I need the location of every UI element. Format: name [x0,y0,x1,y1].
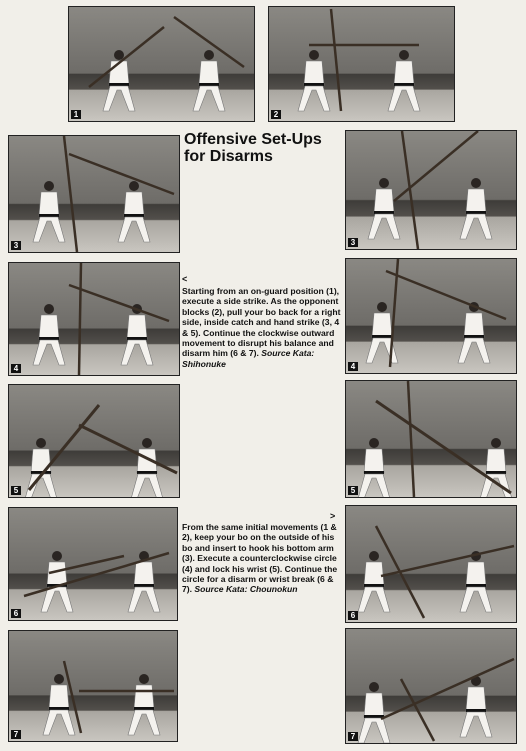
paragraph-shihonuke [182,286,344,369]
paragraph-text: From the same initial movements (1 & 2), keep your bo on the outside of his bo and insert to hook his bottom arm (3). Execute a counterclockwise circle (4) and lock his wrist (5). Continue the circle for a disarm or wrist break (6 & 7). [182,522,338,595]
step-number: 7 [348,732,358,741]
right-arrow: > [330,511,336,521]
step-number: 4 [348,362,358,371]
article-title: Offensive Set-Ups for Disarms [184,131,322,165]
step-number: 3 [11,241,21,250]
photo-right-5 [345,380,517,498]
photo-right-6 [345,505,517,623]
photo-scene [346,381,516,497]
source-kata: Source Kata: Chounokun [194,584,298,595]
step-number: 4 [11,364,21,373]
photo-scene [9,136,179,252]
paragraph-chounokun [182,522,342,595]
step-number: 7 [11,730,21,739]
step-number: 6 [11,609,21,618]
photo-scene [346,131,516,249]
photo-right-7 [345,628,517,744]
photo-scene [346,259,516,373]
paragraph-text: Starting from an on-guard position (1), execute a side strike. As the opponent blocks (2), pull your bo back for a right side, inside catch and hand strike (3, 4 & 5). Continue the clockwise outward movement to disrupt his balance and disarm him (6 & 7). [182,286,341,359]
photo-scene [269,7,454,121]
photo-top-2 [268,6,455,122]
step-number: 6 [348,611,358,620]
photo-scene [346,629,516,743]
step-number: 5 [11,486,21,495]
photo-left-5 [8,384,180,498]
photo-left-7 [8,630,178,742]
photo-right-3 [345,130,517,250]
photo-right-4 [345,258,517,374]
photo-scene [346,506,516,622]
photo-left-6 [8,507,178,621]
photo-scene [9,263,179,375]
step-number: 5 [348,486,358,495]
photo-scene [9,631,177,741]
step-number: 1 [71,110,81,119]
step-number: 2 [271,110,281,119]
photo-left-3 [8,135,180,253]
photo-scene [9,385,179,497]
photo-scene [9,508,177,620]
photo-top-1 [68,6,255,122]
photo-left-4 [8,262,180,376]
left-arrow: < [182,274,188,284]
source-kata: Source Kata: Shihonuke [182,348,315,369]
step-number: 3 [348,238,358,247]
photo-scene [69,7,254,121]
